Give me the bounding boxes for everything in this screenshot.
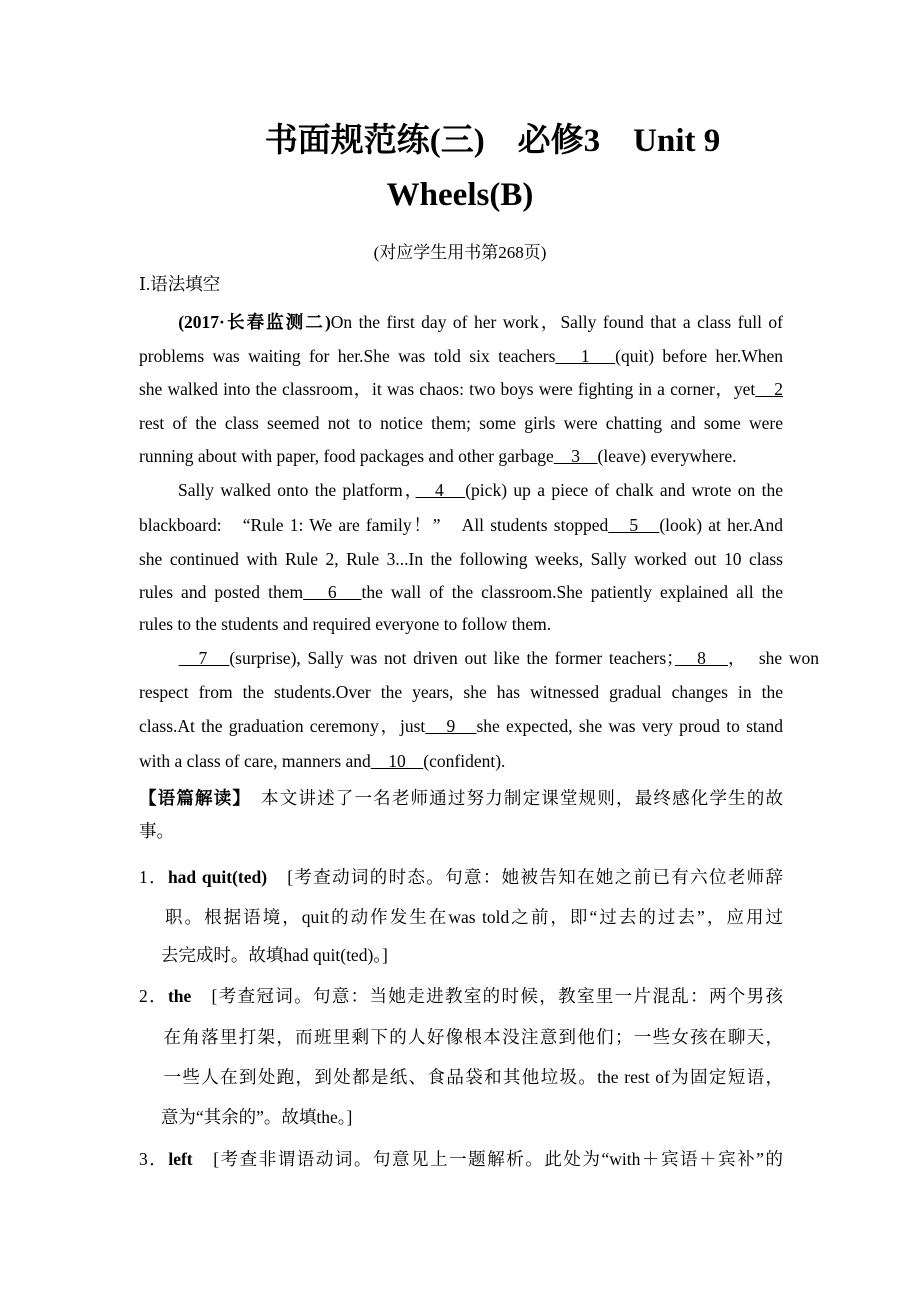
- text-segment: (confident).: [423, 751, 506, 771]
- text-segment: 事。: [139, 821, 174, 841]
- text-segment: 意为“其余的”。故填the。]: [139, 1107, 353, 1127]
- text-segment: 职。根据语境，quit的动作发生在was told之前，即“过去的过去”，应用过: [139, 907, 783, 927]
- text-segment: she walked into the classroom，it was chaos: two boys were fighting in a corner，yet: [139, 379, 756, 399]
- text-segment: [考查非谓语动词。句意见上一题解析。此处为“with＋宾语＋宾补”的: [192, 1149, 783, 1169]
- text-segment: [考查冠词。句意：当她走进教室的时候，教室里一片混乱：两个男孩: [191, 986, 784, 1006]
- text-segment: (quit) before her.When: [615, 346, 784, 366]
- text-segment: On the first day of her work，Sally found that a class full of: [330, 312, 783, 332]
- text-segment: (pick) up a piece of chalk and wrote on the: [465, 480, 784, 500]
- text-segment: she expected, she was very proud to stand: [476, 716, 784, 736]
- text-segment: 本文讲述了一名老师通过努力制定课堂规则，最终感化学生的故: [242, 788, 784, 808]
- text-line: [139, 1106, 783, 1128]
- text-segment: with a class of care, manners and: [139, 751, 371, 771]
- answer-blank: 9: [425, 716, 477, 736]
- text-segment: Sally walked onto the platform，: [139, 480, 416, 500]
- answer-blank: 5: [608, 515, 660, 535]
- answer-blank: 8: [674, 648, 728, 668]
- text-segment: 一些人在到处跑，到处都是纸、食品袋和其他垃圾。the rest of为固定短语，: [139, 1067, 783, 1087]
- answer-blank: 1: [555, 346, 616, 366]
- answer-blank: 10: [370, 751, 424, 771]
- text-line: [139, 345, 783, 367]
- bold-text: had quit(ted): [167, 867, 268, 887]
- text-line: [139, 787, 783, 809]
- text-line: [139, 445, 783, 467]
- text-segment: 去完成时。故填had quit(ted)。]: [139, 945, 388, 965]
- text-line: [139, 479, 783, 501]
- text-segment: [139, 312, 178, 332]
- text-segment: rules to the students and required everyone to follow them.: [139, 614, 552, 634]
- text-line: [139, 866, 783, 888]
- text-segment: (look) at her.And: [659, 515, 784, 535]
- bold-text: 【语篇解读】: [139, 788, 243, 808]
- text-segment: blackboard: “Rule 1: We are family！” All students stopped: [139, 515, 609, 535]
- text-line: [139, 906, 783, 928]
- text-segment: 1．: [139, 867, 168, 887]
- text-segment: (leave) everywhere.: [597, 446, 737, 466]
- text-segment: rest of the class seemed not to notice them; some girls were chatting and some were: [139, 413, 783, 433]
- text-line: [139, 514, 783, 536]
- textbook-page-reference: (对应学生用书第268页): [373, 243, 547, 262]
- answer-blank: 3: [553, 446, 598, 466]
- text-segment: she continued with Rule 2, Rule 3...In the following weeks, Sally worked out 10 class: [139, 549, 783, 569]
- text-segment: [考查动词的时态。句意：她被告知在她之前已有六位老师辞: [267, 867, 784, 887]
- text-segment: problems was waiting for her.She was told six teachers: [139, 346, 556, 366]
- text-line: [139, 412, 783, 434]
- text-segment: 2．: [139, 986, 168, 1006]
- answer-blank: 6: [303, 582, 362, 602]
- bold-text: left: [168, 1149, 193, 1169]
- text-segment: ， she won: [727, 648, 820, 668]
- text-segment: (surprise), Sally was not driven out like the former teachers；: [229, 648, 675, 668]
- page-subtitle-title: Wheels(B): [386, 177, 534, 213]
- text-segment: rules and posted them: [139, 582, 304, 602]
- answer-blank: 4: [415, 480, 466, 500]
- text-segment: [139, 648, 179, 668]
- text-segment: 在角落里打架，而班里剩下的人好像根本没注意到他们；一些女孩在聊天，: [139, 1027, 783, 1047]
- text-line: [139, 378, 783, 400]
- bold-text: (2017·长春监测二): [178, 312, 331, 332]
- page-title: 书面规范练(三) 必修3 Unit 9: [264, 123, 721, 159]
- text-line: [139, 944, 783, 966]
- answer-blank: 2: [755, 379, 783, 399]
- answer-blank: 7: [178, 648, 230, 668]
- text-line: [139, 681, 783, 703]
- text-line: [139, 820, 783, 842]
- text-line: [139, 1148, 783, 1170]
- text-line: [139, 311, 783, 333]
- text-segment: running about with paper, food packages and other garbage: [139, 446, 554, 466]
- text-line: [139, 1026, 783, 1048]
- text-segment: respect from the students.Over the years, she has witnessed gradual changes in the: [139, 682, 783, 702]
- section-heading: Ⅰ.语法填空: [139, 274, 221, 294]
- text-line: [139, 548, 783, 570]
- text-line: [139, 581, 783, 603]
- text-line: [139, 647, 819, 669]
- text-segment: class.At the graduation ceremony，just: [139, 716, 426, 736]
- text-line: [139, 985, 783, 1007]
- text-segment: 3．: [139, 1149, 169, 1169]
- text-line: [139, 613, 783, 635]
- bold-text: the: [167, 986, 192, 1006]
- text-segment: the wall of the classroom.She patiently explained all the: [361, 582, 784, 602]
- text-line: [139, 715, 783, 737]
- text-line: [139, 750, 783, 772]
- text-line: [139, 1066, 783, 1088]
